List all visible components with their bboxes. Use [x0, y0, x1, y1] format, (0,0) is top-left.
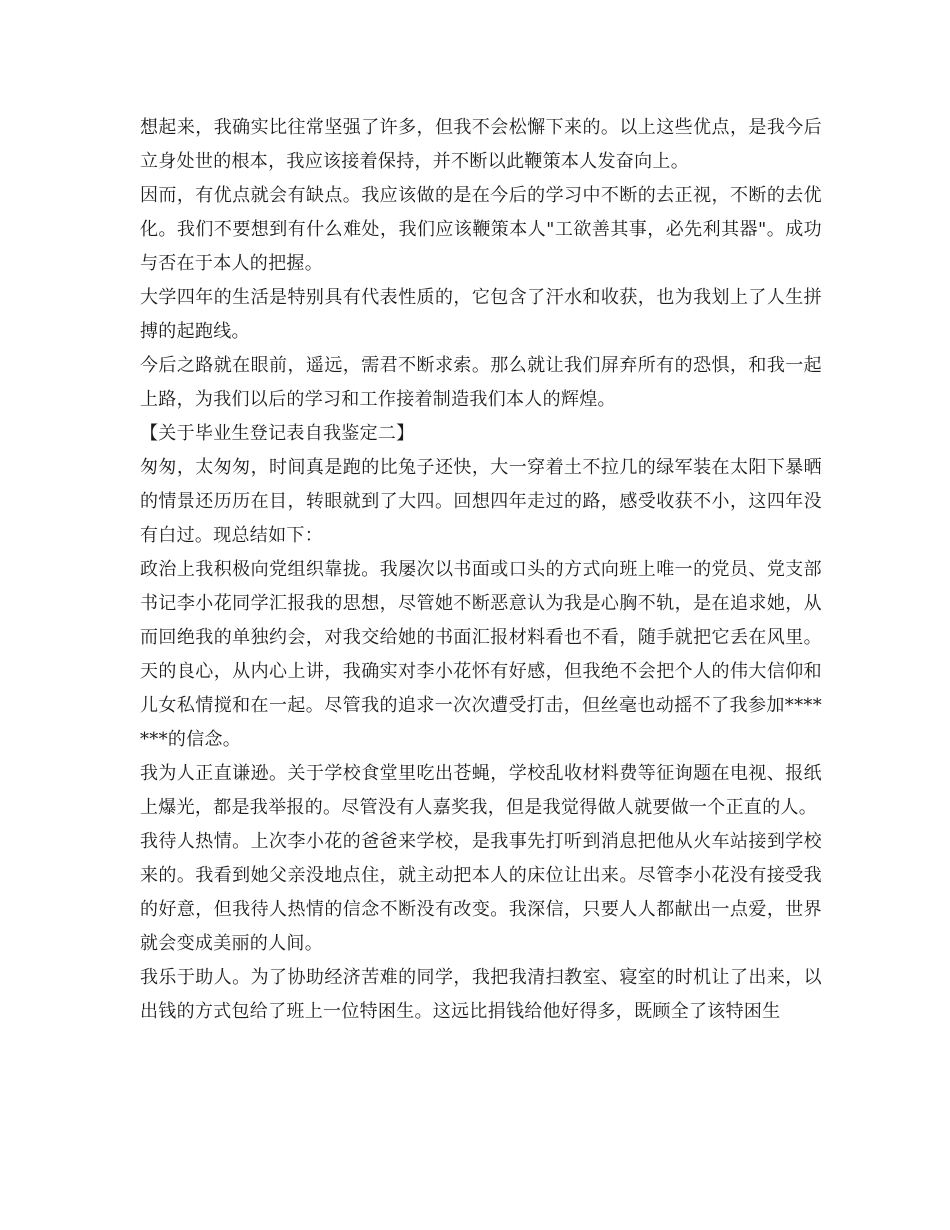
document-body: [140, 111, 822, 1029]
paragraph: 我乐于助人。为了协助经济苦难的同学，我把我清扫教室、寝室的时机让了出来，以出钱的方式包给了班上一位特困生。这远比捐钱给他好得多，既顾全了该特困生: [140, 967, 822, 1022]
paragraph: 今后之路就在眼前，遥远，需君不断求索。那么就让我们屏弃所有的恐惧，和我一起上路，为我们以后的学习和工作接着制造我们本人的辉煌。: [140, 355, 822, 410]
section-heading: 【关于毕业生登记表自我鉴定二】: [140, 423, 415, 444]
paragraph: 政治上我积极向党组织靠拢。我屡次以书面或口头的方式向班上唯一的党员、党支部书记李小花同学汇报我的思想，尽管她不断恶意认为我是心胸不轨，是在追求她，从而回绝我的单独约会，对我交给她的书面汇报材料看也不看，随手就把它丢在风里。天的良心，从内心上讲，我确实对李小花怀有好感，但我绝不会把个人的伟大信仰和儿女私情搅和在一起。尽管我的追求一次次遭受打击，但丝毫也动摇不了我参加*******的信念。: [140, 559, 822, 750]
paragraph: 大学四年的生活是特别具有代表性质的，它包含了汗水和收获，也为我划上了人生拼搏的起跑线。: [140, 287, 822, 342]
paragraph: 匆匆，太匆匆，时间真是跑的比兔子还快，大一穿着土不拉几的绿军装在太阳下暴晒的情景还历历在目，转眼就到了大四。回想四年走过的路，感受收获不小，这四年没有白过。现总结如下：: [140, 457, 822, 546]
paragraph: 想起来，我确实比往常坚强了许多，但我不会松懈下来的。以上这些优点，是我今后立身处世的根本，我应该接着保持，并不断以此鞭策本人发奋向上。: [140, 117, 822, 172]
paragraph: 我为人正直谦逊。关于学校食堂里吃出苍蝇，学校乱收材料费等征询题在电视、报纸上爆光，都是我举报的。尽管没有人嘉奖我，但是我觉得做人就要做一个正直的人。: [140, 763, 822, 818]
paragraph: 我待人热情。上次李小花的爸爸来学校，是我事先打听到消息把他从火车站接到学校来的。我看到她父亲没地点住，就主动把本人的床位让出来。尽管李小花没有接受我的好意，但我待人热情的信念不断没有改变。我深信，只要人人都献出一点爱，世界就会变成美丽的人间。: [140, 831, 822, 954]
paragraph: 因而，有优点就会有缺点。我应该做的是在今后的学习中不断的去正视，不断的去优化。我们不要想到有什么难处，我们应该鞭策本人"工欲善其事，必先利其器"。成功与否在于本人的把握。: [140, 185, 822, 274]
